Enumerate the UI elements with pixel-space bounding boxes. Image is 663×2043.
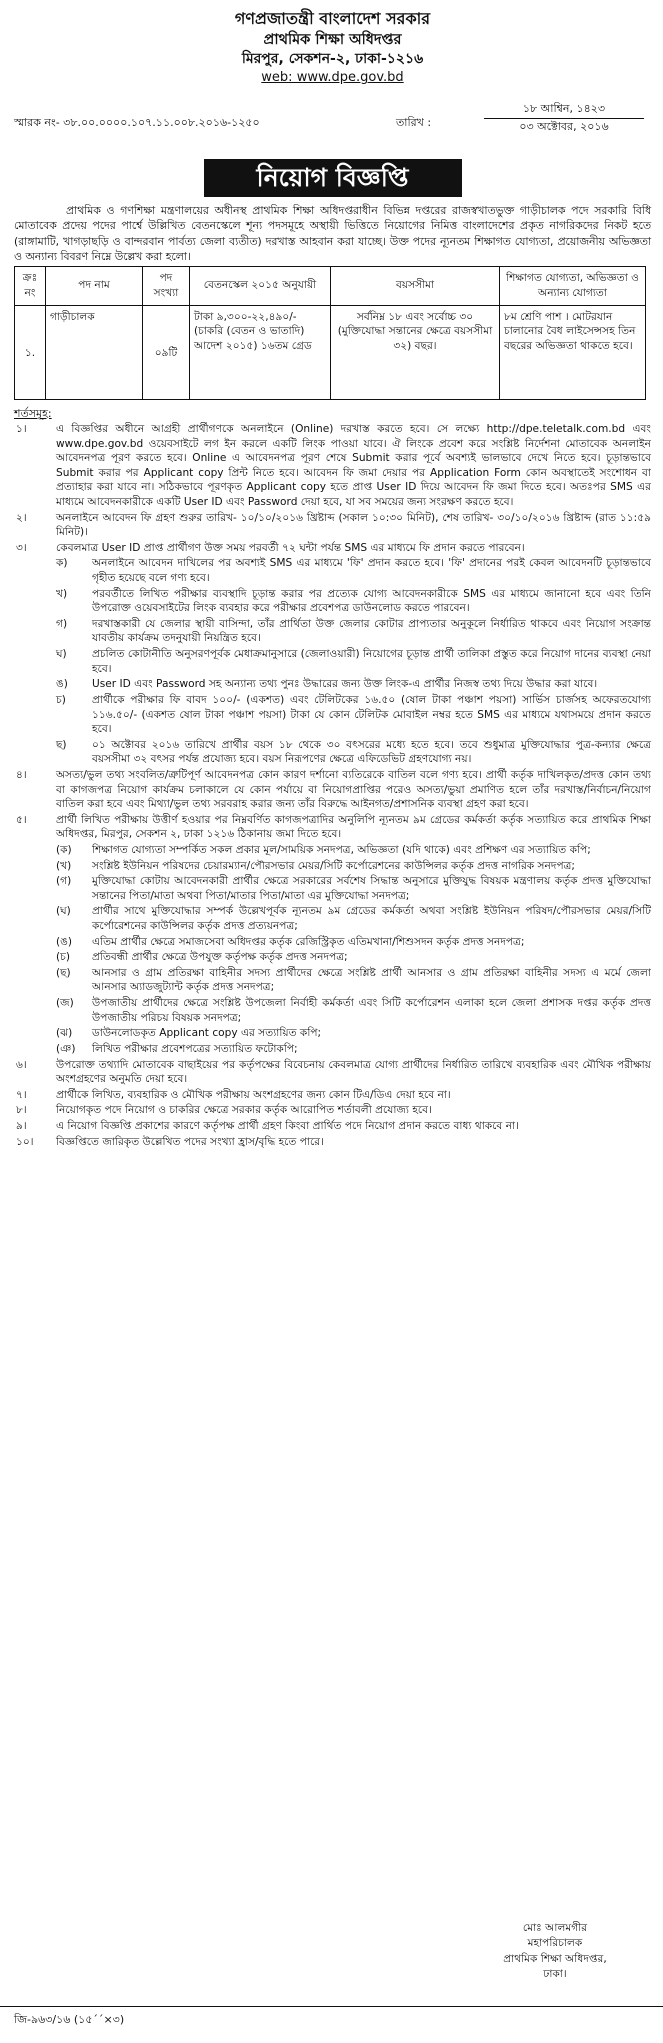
footer-divider — [0, 2006, 663, 2007]
condition-number: ৯। — [16, 1119, 27, 1132]
sub-marker: ঘ) — [56, 648, 67, 661]
sub-marker: চ) — [56, 693, 66, 706]
sub-text: ডাউনলোডকৃত Applicant copy এর সত্যায়িত কপি; — [92, 1027, 322, 1040]
sub-text: পরবর্তীতে লিখিত পরীক্ষার ব্যবস্থাদি চূড়ান্ত করার পর প্রত্যেক যোগ্য আবেদনকারীকে SMS এর মাধ্যমে জানানো হবে এবং তিনি উপরোক্ত ওয়েবসাইটের লিংক ব্যবহার করে পরীক্ষার প্রবেশপত্র ডাউনলোড করতে পারবেন। — [92, 587, 651, 615]
condition-number: ৩। — [16, 541, 27, 554]
posts-table — [14, 266, 646, 400]
condition-text: অসত্য/ভুল তথ্য সংবলিত/ত্রুটিপূর্ণ আবেদনপত্র কোন কারণ দর্শানো ব্যতিরেকে বাতিল বলে গণ্য হবে। প্রার্থী কর্তৃক দাখিলকৃত/প্রদত্ত কোন তথ্য বা কাগজপত্র নিয়োগ কার্যক্রম চলাকালে যে কোন পর্যায়ে বা নিয়োগপ্রাপ্তির পরেও অসত্য/ভুয়া প্রমাণিত হলে তাঁর দরখাস্ত/নির্বাচন/নিয়োগ বাতিল করা হবে এবং মিথ্যা/ভুল তথ্য সরবরাহ করার জন্য তাঁর বিরুদ্ধে আইনগত/প্রশাসনিক ব্যবস্থা গ্রহণ করা হবে। — [56, 768, 651, 811]
office-address: মিরপুর, সেকশন-২, ঢাকা-১২১৬ — [241, 51, 424, 68]
sub-marker: (ক) — [56, 844, 72, 856]
sub-text: অনলাইনে আবেদন দাখিলের পর অবশ্যই SMS এর মাধ্যমে 'ফি' প্রদান করতে হবে। 'ফি' প্রদানের পরই কেবল আবেদনটি চূড়ান্তভাবে গৃহীত হয়েছে বলে গণ্য হবে। — [92, 557, 651, 585]
government-name: গণপ্রজাতন্ত্রী বাংলাদেশ সরকার — [234, 9, 431, 28]
sub-marker: ক) — [56, 557, 68, 570]
sub-text: শিক্ষাগত যোগ্যতা সম্পর্কিত সকল প্রকার মূল/সাময়িক সনদপত্র, অভিজ্ঞতা (যদি থাকে) এবং প্রশিক্ষণ এর সত্যায়িত কপি; — [92, 844, 591, 856]
sub-text: User ID এবং Password সহ অন্যান্য তথ্য পুনঃ উদ্ধারের জন্য উক্ত লিংক-এ প্রার্থীর নিজস্ব তথ্য দিয়ে উদ্ধার করা যাবে। — [92, 678, 598, 691]
column-header: বয়সসীমা — [331, 266, 500, 305]
letterhead — [14, 8, 651, 87]
condition-text: নিয়োগকৃত পদে নিয়োগ ও চাকরির ক্ষেত্রে সরকার কর্তৃক আরোপিত শর্তাবলী প্রযোজ্য হবে। — [56, 1104, 432, 1117]
column-header: বেতনস্কেল ২০১৫ অনুযায়ী — [190, 266, 331, 305]
condition-item — [14, 541, 651, 767]
sub-marker: (ছ) — [56, 966, 71, 979]
condition-item — [14, 1088, 651, 1103]
column-header: শিক্ষাগত যোগ্যতা, অভিজ্ঞতা ও অন্যান্য যোগ্যতা — [500, 266, 646, 305]
footer-code: জি-৯৬৩/১৬ (১৫´´×৩) — [14, 2013, 125, 2026]
sub-item — [56, 693, 651, 737]
sub-marker: ছ) — [56, 738, 67, 751]
condition-5-intro: প্রার্থী লিখিত পরীক্ষায় উত্তীর্ণ হওয়ার পর নিম্নবর্ণিত কাগজপত্রাদির অনুলিপি ন্যূনতম ৯ম গ্রেডের কর্মকর্তা কর্তৃক সত্যায়িত করে প্রাথমিক শিক্ষা অধিদপ্তর, মিরপুর, সেকশন ২, ঢাকা ১২১৬ ঠিকানায় জমা দিতে হবে। — [56, 813, 651, 841]
sub-item — [56, 859, 651, 874]
sub-marker: ঙ) — [56, 678, 68, 691]
condition-number: ৪। — [16, 768, 27, 781]
sub-item — [56, 738, 651, 767]
notice-title: নিয়োগ বিজ্ঞপ্তি — [204, 159, 462, 197]
sub-marker: (জ) — [56, 997, 74, 1010]
table-row — [15, 305, 646, 399]
cell-scale: টাকা ৯,৩০০-২২,৪৯০/- (চাকরি (বেতন ও ভাতাদি) আদেশ ২০১৫) ১৬তম গ্রেড — [190, 305, 331, 399]
condition-number: ৮। — [16, 1104, 27, 1117]
cell-age: সর্বনিম্ন ১৮ এবং সর্বোচ্চ ৩০ (মুক্তিযোদ্ধা সন্তানের ক্ষেত্রে বয়সসীমা ৩২) বছর। — [331, 305, 500, 399]
sub-text: প্রতিবন্ধী প্রার্থীর ক্ষেত্রে উপযুক্ত কর্তৃপক্ষ কর্তৃক প্রদত্ত সনদপত্র; — [92, 951, 348, 964]
sub-marker: (ঘ) — [56, 905, 71, 918]
memo-line — [14, 101, 651, 147]
condition-number: ১। — [16, 422, 27, 435]
cell-serial: ১. — [15, 305, 46, 399]
condition-item — [14, 511, 651, 540]
memo-reference: স্মারক নং- ৩৮.০০.০০০০.১০৭.১১.০০৮.২০১৬-১২৫০ — [14, 116, 260, 130]
condition-text — [56, 813, 651, 1057]
intro-paragraph: প্রাথমিক ও গণশিক্ষা মন্ত্রণালয়ের অধীনস্থ প্রাথমিক শিক্ষা অধিদপ্তরাধীন বিভিন্ন দপ্তরের রাজস্বখাতভুক্ত গাড়ীচালক পদে সরকারি বিধি মোতাবেক প্রদেয় পদের পার্শ্বে উল্লিখিত বেতনস্কেলে শূন্য পদসমূহে অস্থায়ী ভিত্তিতে নিয়োগের নিমিত্ত বাংলাদেশের প্রকৃত নাগরিকদের নিকট হতে (রাঙ্গামাটি, খাগড়াছড়ি ও বান্দরবান পার্বত্য জেলা ব্যতীত) দরখাস্ত আহবান করা যাচ্ছে। উক্ত পদের ন্যূনতম শিক্ষাগত যোগ্যতা, প্রয়োজনীয় অভিজ্ঞতা ও অন্যান্য বিবরণ নিম্নে উল্লেখ করা হলো। — [14, 204, 651, 263]
condition-number: ১০। — [16, 1135, 34, 1148]
website-link[interactable]: web: www.dpe.gov.bd — [261, 70, 404, 86]
date-english: ০৩ অক্টোবর, ২০১৬ — [519, 119, 609, 133]
sub-item — [56, 935, 651, 950]
sub-text: উপজাতীয় প্রার্থীদের ক্ষেত্রে সংশ্লিষ্ট উপজেলা নির্বাহী কর্মকর্তা এবং সিটি কর্পোরেশন এলাকা হলে জেলা প্রশাসক দপ্তর কর্তৃক প্রদত্ত উপজাতীয় পরিচয় বিষয়ক সনদপত্র; — [92, 997, 651, 1024]
sub-text: প্রচলিত কোটানীতি অনুসরণপূর্বক মেধাক্রমানুসারে (জেলাওয়ারী) নিয়োগের চূড়ান্ত প্রার্থী তালিকা প্রস্তুত করে নিয়োগ দানের ব্যবস্থা নেয়া হবে। — [92, 648, 651, 675]
condition-number: ৬। — [16, 1058, 27, 1071]
memo-dates — [484, 101, 644, 133]
condition-item — [14, 813, 651, 1057]
conditions-heading: শর্তসমূহ: — [14, 406, 52, 420]
sub-text: প্রার্থীকে পরীক্ষার ফি বাবদ ১০০/- (একশত) এবং টেলিটকের ১৬.৫০ (ষোল টাকা পঞ্চাশ পয়সা) সার্ভিস চার্জসহ অফেরতযোগ্য ১১৬.৫০/- (একশত ষোল টাকা পঞ্চাশ পয়সা) টাকা যে কোন টেলিটক মোবাইল নম্বর হতে SMS এর মাধ্যমে যথাসময়ে প্রদান করতে হবে। — [92, 693, 651, 736]
sub-item — [56, 950, 651, 965]
condition-text: অনলাইনে আবেদন ফি গ্রহণ শুরুর তারিখ- ১০/১০/২০১৬ খ্রিষ্টাব্দ (সকাল ১০:৩০ মিনিট), শেষ তারিখ- ৩০/১০/২০১৬ খ্রিষ্টাব্দ (রাত ১১:৫৯ মিনিট)। — [56, 511, 651, 539]
condition-3-intro: কেবলমাত্র User ID প্রাপ্ত প্রার্থীগণ উক্ত সময় পরবর্তী ৭২ ঘন্টা পর্যন্ত SMS এর মাধ্যমে ফি প্রদান করতে পারবেন। — [56, 541, 525, 554]
sub-item — [56, 996, 651, 1025]
sub-text: প্রার্থীর সাথে মুক্তিযোদ্ধার সম্পর্ক উল্লেখপূর্বক ন্যূনতম ৯ম গ্রেডের কর্মকর্তা অথবা সংশ্লিষ্ট ইউনিয়ন পরিষদ/পৌরসভার মেয়র/সিটি কর্পোরেশনের কাউন্সিলর কর্তৃক প্রদত্ত প্রত্যয়নপত্র; — [92, 905, 651, 933]
sub-item — [56, 843, 651, 858]
sub-item — [56, 556, 651, 585]
sub-text: লিখিত পরীক্ষার প্রবেশপত্রের সত্যায়িত ফটোকপি; — [92, 1042, 298, 1055]
signature-block — [470, 1921, 640, 1982]
signatory-office: প্রাথমিক শিক্ষা অধিদপ্তর, — [503, 1952, 607, 1965]
sub-item — [56, 1026, 651, 1041]
sub-marker: (খ) — [56, 859, 72, 872]
sub-marker: (গ) — [56, 875, 72, 888]
condition-item — [14, 422, 651, 510]
sub-item — [56, 904, 651, 933]
column-header: ক্রঃ নং — [15, 266, 46, 305]
condition-number: ৭। — [16, 1088, 27, 1101]
sub-marker: (ঙ) — [56, 935, 73, 948]
sub-text: ০১ অক্টোবর ২০১৬ তারিখে প্রার্থীর বয়স ১৮ থেকে ৩০ বৎসরের মধ্যে হতে হবে। তবে শুধুমাত্র মুক্তিযোদ্ধার পুত্র-কন্যার ক্ষেত্রে বয়সসীমা ৩২ বৎসর পর্যন্ত প্রযোজ্য হবে। বয়স নিরূপণের ক্ষেত্রে এফিডেভিট গ্রহণযোগ্য নয়। — [92, 738, 651, 766]
date-label: তারিখ : — [396, 116, 432, 130]
directorate-name: প্রাথমিক শিক্ষা অধিদপ্তর — [263, 32, 402, 49]
condition-item — [14, 768, 651, 812]
cell-count: ০৯টি — [143, 305, 190, 399]
condition-item — [14, 1135, 651, 1150]
sub-text: আনসার ও গ্রাম প্রতিরক্ষা বাহিনীর সদস্য প্রার্থীদের ক্ষেত্রে সংশ্লিষ্ট প্রার্থী আনসার ও গ্রাম প্রতিরক্ষা বাহিনীর সদস্য এ মর্মে জেলা আনসার অ্যাডজুট্যান্ট কর্তৃক প্রদত্ত সনদপত্র; — [92, 966, 651, 994]
sub-item — [56, 617, 651, 646]
sub-text: দরখাস্তকারী যে জেলার স্থায়ী বাসিন্দা, তাঁর প্রার্থিতা উক্ত জেলার কোটার প্রাপ্যতার অনুকূলে নির্ধারিত থাকবে এবং নিয়োগ সংক্রান্ত যাবতীয় কার্যক্রম তদনুযায়ী নিয়ন্ত্রিত হবে। — [92, 617, 651, 645]
signatory-place: ঢাকা। — [543, 1968, 567, 1981]
condition-text: এ নিয়োগ বিজ্ঞপ্তি প্রকাশের কারণে কর্তৃপক্ষ প্রার্থী গ্রহণ কিংবা প্রার্থিত পদে নিয়োগ প্রদান করতে বাধ্য থাকবে না। — [56, 1119, 519, 1132]
signatory-name: মোঃ আলমগীর — [522, 1922, 588, 1934]
sub-item — [56, 587, 651, 616]
conditions-list — [14, 422, 651, 1149]
sub-marker: (ঝ) — [56, 1027, 73, 1040]
sub-item — [56, 647, 651, 676]
signatory-designation: মহাপরিচালক — [527, 1937, 583, 1950]
sub-item — [56, 677, 651, 692]
condition-text: বিজ্ঞপ্তিতে জারিকৃত উল্লেখিত পদের সংখ্যা হ্রাস/বৃদ্ধি হতে পারে। — [56, 1135, 324, 1148]
column-header: পদ সংখ্যা — [143, 266, 190, 305]
sub-marker: গ) — [56, 617, 68, 630]
cell-qualification: ৮ম শ্রেণি পাশ । মোটরযান চালানোর বৈধ লাইসেন্সসহ তিন বছরের অভিজ্ঞতা থাকতে হবে। — [500, 305, 646, 399]
sub-item — [56, 874, 651, 903]
condition-text: প্রার্থীকে লিখিত, ব্যবহারিক ও মৌখিক পরীক্ষায় অংশগ্রহণের জন্য কোন টিএ/ডিএ দেয়া হবে না। — [56, 1088, 451, 1101]
condition-text — [56, 541, 651, 767]
condition-text: এ বিজ্ঞপ্তির অধীনে আগ্রহী প্রার্থীগণকে অনলাইনে (Online) দরখাস্ত করতে হবে। সে লক্ষ্যে http://dpe.teletalk.com.bd এবং www.dpe.gov.bd ওয়েবসাইটে লগ ইন করলে একটি লিংক পাওয়া যাবে। ঐ লিংকে প্রবেশ করে সংশ্লিষ্ট নির্দেশনা মোতাবেক অনলাইন আবেদনপত্র পূরণ করতে হবে। Online এ আবেদনপত্র পূরণ শেষে Submit করার পূর্বে অবশ্যই ভালভাবে দেখে নিতে হবে। চূড়ান্তভাবে Submit করার পর Applicant copy প্রিন্ট নিতে হবে। আবেদন ফি জমা দেয়ার পর Application Form কোন অবস্থাতেই সংশোধন বা প্রত্যাহার করা যাবে না। সঠিকভাবে পূরণকৃত Applicant copy হতে প্রাপ্ত User ID দিয়ে আবেদন ফি জমা দিতে হবে। অতঃপর SMS এর মাধ্যমে আবেদনকারীকে একটি User ID এবং Password দেয়া হবে, যা সব সময়ের জন্য সংরক্ষণ করতে হবে। — [56, 422, 651, 508]
sub-text: মুক্তিযোদ্ধা কোটায় আবেদনকারী প্রার্থীর ক্ষেত্রে সরকারের সর্বশেষ সিদ্ধান্ত অনুসারে মুক্তিযুদ্ধ বিষয়ক মন্ত্রণালয় কর্তৃক প্রদত্ত মুক্তিযোদ্ধা সন্তানের পিতা/মাতা অথবা পিতা/মাতার পিতা/মাতা এর মুক্তিযোদ্ধা সনদপত্র; — [92, 875, 651, 902]
condition-item — [14, 1058, 651, 1087]
column-header: পদ নাম — [46, 266, 143, 305]
sub-text: সংশ্লিষ্ট ইউনিয়ন পরিষদের চেয়ারম্যান/পৌরসভার মেয়র/সিটি কর্পোরেশনের কাউন্সিলর কর্তৃক প্রদত্ত নাগরিক সনদপত্র; — [92, 859, 575, 872]
table-header-row — [15, 266, 646, 305]
sub-marker: (চ) — [56, 951, 70, 964]
condition-item — [14, 1119, 651, 1134]
date-bangla: ১৮ আশ্বিন, ১৪২৩ — [484, 101, 644, 118]
condition-item — [14, 1103, 651, 1118]
cell-post: গাড়ীচালক — [46, 305, 143, 399]
sub-text: এতিম প্রার্থীর ক্ষেত্রে সমাজসেবা অধিদপ্তর কর্তৃক রেজিস্ট্রিকৃত এতিমখানা/শিশুসদন কর্তৃক প্রদত্ত সনদপত্র; — [92, 935, 525, 948]
sub-item — [56, 966, 651, 995]
sub-marker: খ) — [56, 587, 68, 600]
sub-item — [56, 1042, 651, 1057]
condition-number: ২। — [16, 511, 27, 524]
condition-number: ৫। — [16, 813, 27, 826]
sub-marker: (ঞ) — [56, 1042, 76, 1055]
condition-text: উপরোক্ত তথ্যাদি মোতাবেক বাছাইয়ের পর কর্তৃপক্ষের বিবেচনায় কেবলমাত্র যোগ্য প্রার্থীদের নির্ধারিত তারিখে ব্যবহারিক এবং মৌখিক পরীক্ষায় অংশগ্রহণের অনুমতি দেয়া হবে। — [56, 1058, 651, 1086]
